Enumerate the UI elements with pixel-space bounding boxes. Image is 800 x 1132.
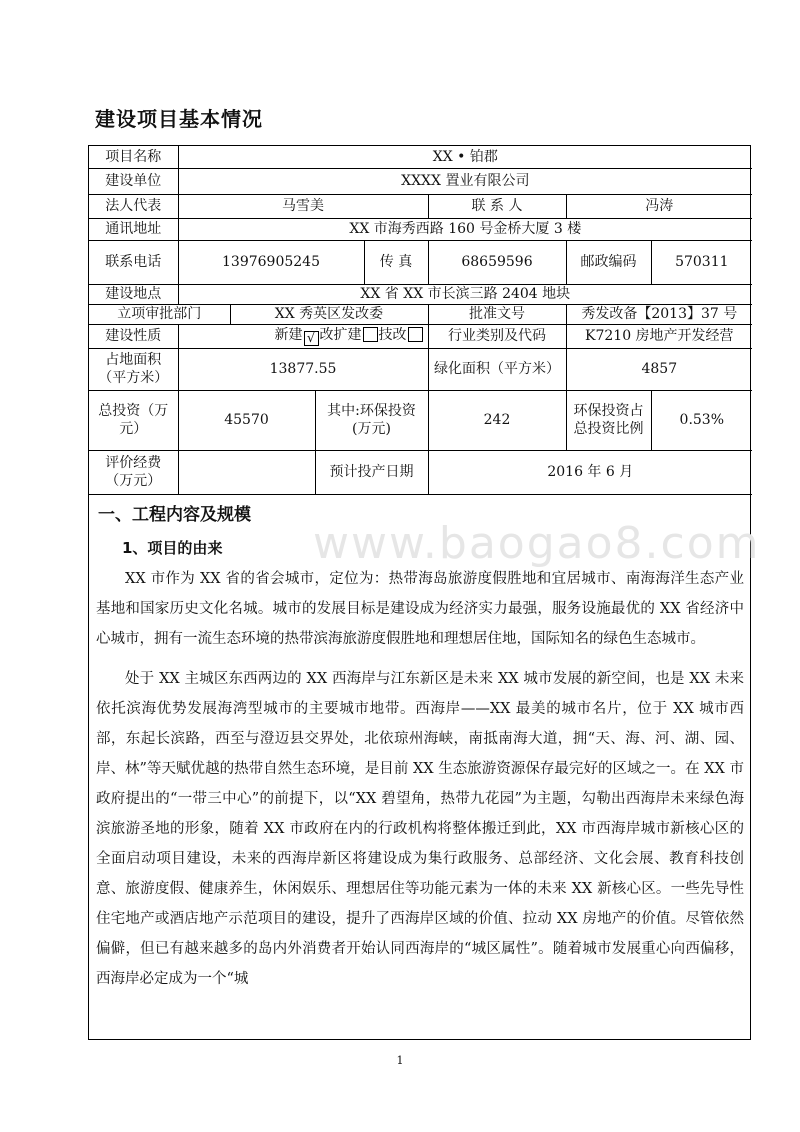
value-location: XX 省 XX 市长滨三路 2404 地块: [178, 284, 752, 304]
nature-new-checkbox: √: [304, 331, 319, 346]
label-approval-doc: 批准文号: [428, 304, 566, 324]
label-legal-rep: 法人代表: [89, 194, 178, 218]
value-contact: 冯涛: [566, 194, 752, 218]
value-total-invest: 45570: [178, 390, 315, 450]
label-env-ratio: 环保投资占总投资比例: [566, 390, 651, 450]
nature-expand-checkbox: [363, 327, 378, 342]
label-approval-dept: 立项审批部门: [89, 304, 230, 324]
label-fax: 传 真: [364, 240, 428, 284]
label-nature: 建设性质: [89, 324, 178, 348]
label-contact: 联 系 人: [428, 194, 566, 218]
value-approval-doc: 秀发改备【2013】37 号: [566, 304, 752, 324]
value-env-ratio: 0.53%: [651, 390, 752, 450]
basic-info-table: [89, 146, 752, 495]
label-location: 建设地点: [89, 284, 178, 304]
label-green-area: 绿化面积（平方米）: [428, 348, 566, 390]
page-title: 建设项目基本情况: [95, 107, 263, 131]
info-form: [88, 145, 751, 1040]
label-phone: 联系电话: [89, 240, 178, 284]
watermark: www.baogao8.com: [313, 518, 761, 569]
paragraph-2: 处于 XX 主城区东西两边的 XX 西海岸与江东新区是未来 XX 城市发展的新空间，也是 XX 未来依托滨海优势发展海湾型城市的主要城市地带。西海岸——XX 最美的城市名片，位于 XX 城市西部，东起长滨路，西至与澄迈县交界处，北依琼州海峡，南抵南海大道，拥“天、海、河、湖、园、岸、林”等天赋优越的热带自然生态环境，是目前 XX 生态旅游资源保存最完好的区域之一。在 XX 市政府提出的“一带三中心”的前提下，以“XX 碧望角，热带九花园”为主题，勾勒出西海岸未来绿色海滨旅游圣地的形象，随着 XX 市政府在内的行政机构将整体搬迁到此，XX 市西海岸城市新核心区的全面启动项目建设，未来的西海岸新区将建设成为集行政服务、总部经济、文化会展、教育科技创意、旅游度假、健康养生，休闲娱乐、理想居住等功能元素为一体的未来 XX 新核心区。一些先导性住宅地产或酒店地产示范项目的建设，提升了西海岸区域的价值、拉动 XX 房地产的价值。尽管依然偏僻，但已有越来越多的岛内外消费者开始认同西海岸的“城区属性”。随着城市发展重心向西偏移，西海岸必定成为一个“城: [96, 671, 744, 987]
nature-expand-label: 改扩建: [319, 327, 362, 343]
value-start-date: 2016 年 6 月: [428, 450, 752, 494]
value-fax: 68659596: [428, 240, 566, 284]
section-content: [89, 498, 752, 994]
label-eval-fee: 评价经费（万元）: [89, 450, 178, 494]
value-industry: K7210 房地产开发经营: [566, 324, 752, 348]
label-address: 通讯地址: [89, 218, 178, 240]
nature-new-label: 新建: [274, 327, 303, 343]
label-postcode: 邮政编码: [566, 240, 651, 284]
label-start-date: 预计投产日期: [315, 450, 428, 494]
paragraph-1: XX 市作为 XX 省的省会城市，定位为：热带海岛旅游度假胜地和宜居城市、南海海洋生态产业基地和国家历史文化名城。城市的发展目标是建设成为经济实力最强，服务设施最优的 XX 省经济中心城市，拥有一流生态环境的热带滨海旅游度假胜地和理想居住地，国际知名的绿色生态城市。: [96, 571, 744, 647]
value-postcode: 570311: [651, 240, 752, 284]
label-project-name: 项目名称: [89, 146, 178, 168]
value-project-name: XX • 铂郡: [178, 146, 752, 168]
label-builder: 建设单位: [89, 168, 178, 194]
value-builder: XXXX 置业有限公司: [178, 168, 752, 194]
label-env-invest: 其中:环保投资(万元): [315, 390, 428, 450]
subsection-heading: 1、项目的由来: [122, 539, 223, 557]
value-nature: [178, 324, 428, 348]
value-green-area: 4857: [566, 348, 752, 390]
nature-tech-label: 技改: [378, 327, 407, 343]
value-legal-rep: 马雪美: [178, 194, 428, 218]
page-number: 1: [396, 1054, 404, 1067]
value-eval-fee: [178, 450, 315, 494]
nature-tech-checkbox: [408, 327, 423, 342]
value-env-invest: 242: [428, 390, 566, 450]
value-phone: 13976905245: [178, 240, 364, 284]
label-industry: 行业类别及代码: [428, 324, 566, 348]
label-area: 占地面积（平方米）: [89, 348, 178, 390]
value-approval-dept: XX 秀英区发改委: [230, 304, 428, 324]
value-area: 13877.55: [178, 348, 428, 390]
label-total-invest: 总投资（万元）: [89, 390, 178, 450]
value-address: XX 市海秀西路 160 号金桥大厦 3 楼: [178, 218, 752, 240]
section-heading: 一、工程内容及规模: [98, 505, 251, 525]
